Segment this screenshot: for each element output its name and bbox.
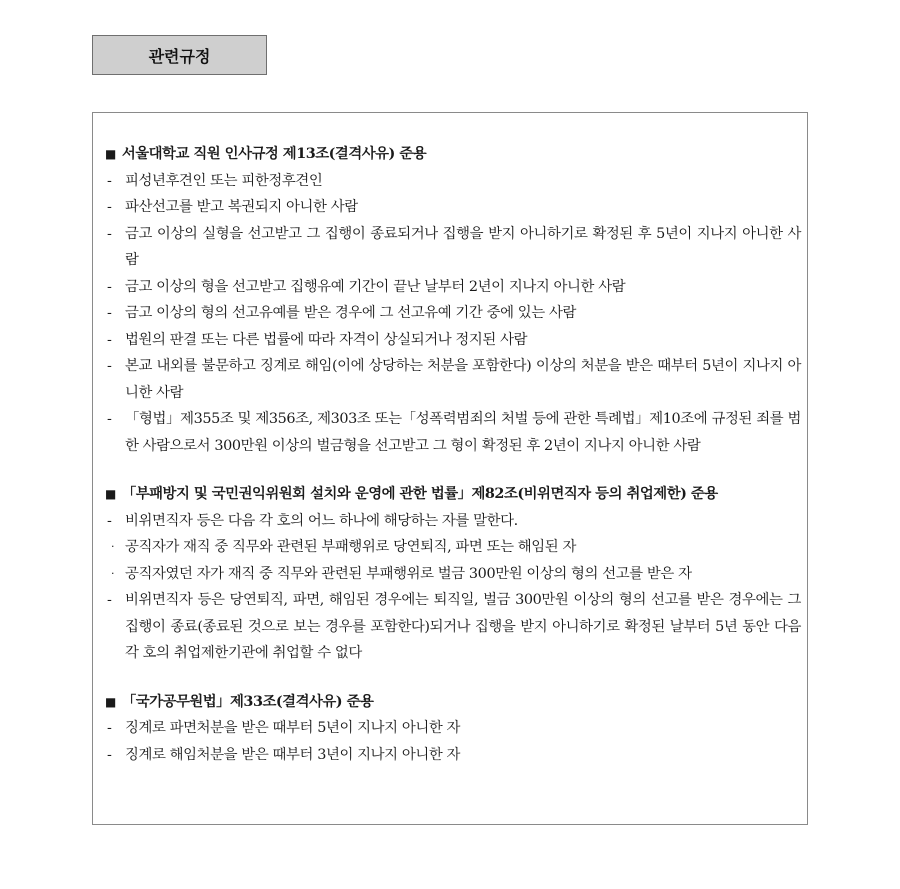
list-item-text: 비위면직자 등은 당연퇴직, 파면, 해임된 경우에는 퇴직일, 벌금 300만원 이상의 형의 선고를 받은 경우에는 그 집행이 종료(종료된 것으로 보는 경우를 포함한다)되거나 집행을 받지 아니하기로 확정된 날부터 5년 동안 다음 각 호의 취업제한기관에 취업할 수 없다 <box>125 592 801 661</box>
dot-bullet-icon: · <box>111 540 115 553</box>
list-item-text: 징계로 해임처분을 받은 때부터 3년이 지나지 아니한 자 <box>125 746 461 763</box>
dash-bullet-icon: - <box>107 199 112 215</box>
list-item-text: 공직자였던 자가 재직 중 직무와 관련된 부패행위로 벌금 300만원 이상의 형의 선고를 받은 자 <box>125 565 692 582</box>
dash-bullet-icon: - <box>107 225 112 242</box>
list-item <box>105 587 801 667</box>
list-item <box>105 353 801 406</box>
list-item-text: 파산선고를 받고 복권되지 아니한 사람 <box>125 199 358 215</box>
section-heading-text: 「국가공무원법」제33조(결격사유) 준용 <box>121 692 374 710</box>
dot-bullet-icon: · <box>111 566 115 580</box>
list-item-text: 공직자가 재직 중 직무와 관련된 부패행위로 당연퇴직, 파면 또는 해임된 자 <box>125 539 576 555</box>
dash-bullet-icon: - <box>107 746 112 763</box>
dash-bullet-icon: - <box>107 172 112 189</box>
list-item-text: 금고 이상의 형을 선고받고 집행유예 기간이 끝난 날부터 2년이 지나지 아니한 사람 <box>125 278 626 295</box>
dash-bullet-icon: - <box>107 720 112 736</box>
square-bullet-icon: ■ <box>105 694 116 709</box>
list-item <box>105 168 801 195</box>
dash-bullet-icon: - <box>107 358 112 374</box>
list-item <box>105 194 801 221</box>
dash-bullet-icon: - <box>107 305 112 321</box>
regulations-content <box>105 141 801 790</box>
list-item <box>105 508 801 535</box>
dash-bullet-icon: - <box>107 411 112 427</box>
list-item <box>105 742 801 769</box>
list-item-text: 본교 내외를 불문하고 징계로 해임(이에 상당하는 처분을 포함한다) 이상의 처분을 받은 때부터 5년이 지나지 아니한 사람 <box>125 358 801 401</box>
section-title-box <box>92 35 267 75</box>
dash-bullet-icon: - <box>107 592 112 608</box>
regulation-section <box>105 141 801 459</box>
list-item-text: 금고 이상의 형의 선고유예를 받은 경우에 그 선고유예 기간 중에 있는 사람 <box>125 305 576 321</box>
list-item <box>105 300 801 327</box>
regulations-box <box>92 112 808 825</box>
regulation-section <box>105 481 801 667</box>
dash-bullet-icon: - <box>107 331 112 348</box>
list-item <box>105 221 801 274</box>
dash-bullet-icon: - <box>107 278 112 295</box>
list-item-text: 법원의 판결 또는 다른 법률에 따라 자격이 상실되거나 정지된 사람 <box>125 331 528 348</box>
list-item <box>105 327 801 354</box>
list-item-text: 징계로 파면처분을 받은 때부터 5년이 지나지 아니한 자 <box>125 720 461 736</box>
list-item-text: 비위면직자 등은 다음 각 호의 어느 하나에 해당하는 자를 말한다. <box>125 512 518 529</box>
list-item-text: 「형법」제355조 및 제356조, 제303조 또는「성폭력범죄의 처벌 등에 관한 특례법」제10조에 규정된 죄를 범한 사람으로서 300만원 이상의 벌금형을 선고받고 그 형이 확정된 후 2년이 지나지 아니한 사람 <box>125 411 801 454</box>
list-item <box>105 715 801 742</box>
list-item <box>105 274 801 301</box>
list-item-text: 피성년후견인 또는 피한정후견인 <box>125 172 323 189</box>
section-heading <box>105 689 801 716</box>
list-item-text: 금고 이상의 실형을 선고받고 그 집행이 종료되거나 집행을 받지 아니하기로 확정된 후 5년이 지나지 아니한 사람 <box>125 225 801 268</box>
regulation-section <box>105 689 801 769</box>
sub-list-item <box>105 561 801 588</box>
sub-list-item <box>105 534 801 561</box>
dash-bullet-icon: - <box>107 512 112 529</box>
section-heading <box>105 481 801 508</box>
section-heading <box>105 141 801 168</box>
square-bullet-icon: ■ <box>105 487 116 501</box>
section-heading-text: 「부패방지 및 국민권익위원회 설치와 운영에 관한 법률」제82조(비위면직자 등의 취업제한) 준용 <box>121 485 718 502</box>
list-item <box>105 406 801 459</box>
section-title: 관련규정 <box>148 46 211 66</box>
section-heading-text: 서울대학교 직원 인사규정 제13조(결격사유) 준용 <box>121 145 427 162</box>
square-bullet-icon: ■ <box>105 147 116 161</box>
